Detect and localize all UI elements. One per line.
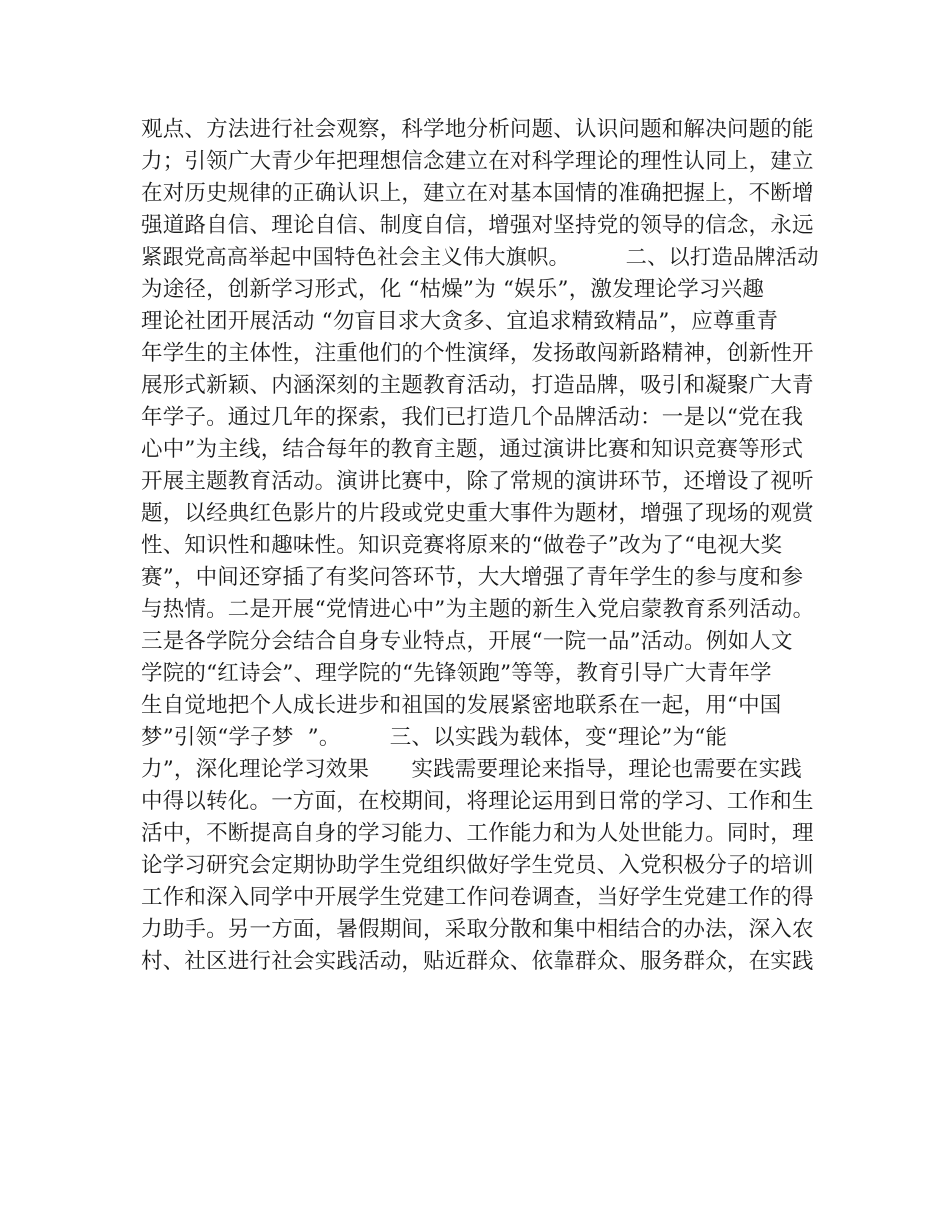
text-line: 生自觉地把个人成长进步和祖国的发展紧密地联系在一起，用“中国 [141,693,782,718]
text-line: 三是各学院分会结合自身专业特点，开展“一院一品”活动。例如人文 [141,629,793,654]
text-line: 观点、方法进行社会观察，科学地分析问题、认识问题和解决问题的能 [141,117,814,142]
text-line: 为途径，创新学习形式，化 “枯燥”为 “娱乐”，激发理论学习兴趣 [141,277,765,302]
body-text [141,114,821,978]
text-line: 赛”，中间还穿插了有奖问答环节，大大增强了青年学生的参与度和参 [141,565,804,590]
text-line: 性、知识性和趣味性。知识竞赛将原来的“做卷子”改为了“电视大奖 [141,533,783,558]
text-line: 展形式新颖、内涵深刻的主题教育活动，打造品牌，吸引和凝聚广大青 [141,373,814,398]
text-line: 活中，不断提高自身的学习能力、工作能力和为人处世能力。同时，理 [141,821,814,846]
text-line: 村、社区进行社会实践活动，贴近群众、依靠群众、服务群众，在实践 [141,949,814,974]
text-line: 力”，深化理论学习效果 实践需要理论来指导，理论也需要在实践 [141,757,802,782]
text-line: 开展主题教育活动。演讲比赛中，除了常规的演讲环节，还增设了视听 [141,469,814,494]
text-line: 年学生的主体性，注重他们的个性演绎，发扬敢闯新路精神，创新性开 [141,341,814,366]
text-line: 论学习研究会定期协助学生党组织做好学生党员、入党积极分子的培训 [141,853,814,878]
text-line: 梦”引领“学子梦 ”。 三、以实践为载体，变“理论”为“能 [141,725,728,750]
text-line: 中得以转化。一方面，在校期间，将理论运用到日常的学习、工作和生 [141,789,814,814]
text-line: 学院的“红诗会”、理学院的“先锋领跑”等等，教育引导广大青年学 [141,661,772,686]
text-line: 与热情。二是开展“党情进心中”为主题的新生入党启蒙教育系列活动。 [141,597,815,622]
text-line: 力；引领广大青少年把理想信念建立在对科学理论的理性认同上，建立 [141,149,814,174]
text-line: 心中”为主线，结合每年的教育主题，通过演讲比赛和知识竞赛等形式 [141,437,804,462]
text-line: 力助手。另一方面，暑假期间，采取分散和集中相结合的办法，深入农 [141,917,814,942]
text-line: 紧跟党高高举起中国特色社会主义伟大旗帜。 二、以打造品牌活动 [141,245,819,270]
text-line: 题，以经典红色影片的片段或党史重大事件为题材，增强了现场的观赏 [141,501,814,526]
text-line: 强道路自信、理论自信、制度自信，增强对坚持党的领导的信念，永远 [141,213,814,238]
text-line: 年学子。通过几年的探索，我们已打造几个品牌活动：一是以“党在我 [141,405,804,430]
text-line: 理论社团开展活动 “勿盲目求大贪多、宜追求精致精品”，应尊重青 [141,309,779,334]
text-line: 在对历史规律的正确认识上，建立在对基本国情的准确把握上，不断增 [141,181,814,206]
text-line: 工作和深入同学中开展学生党建工作问卷调查，当好学生党建工作的得 [141,885,814,910]
